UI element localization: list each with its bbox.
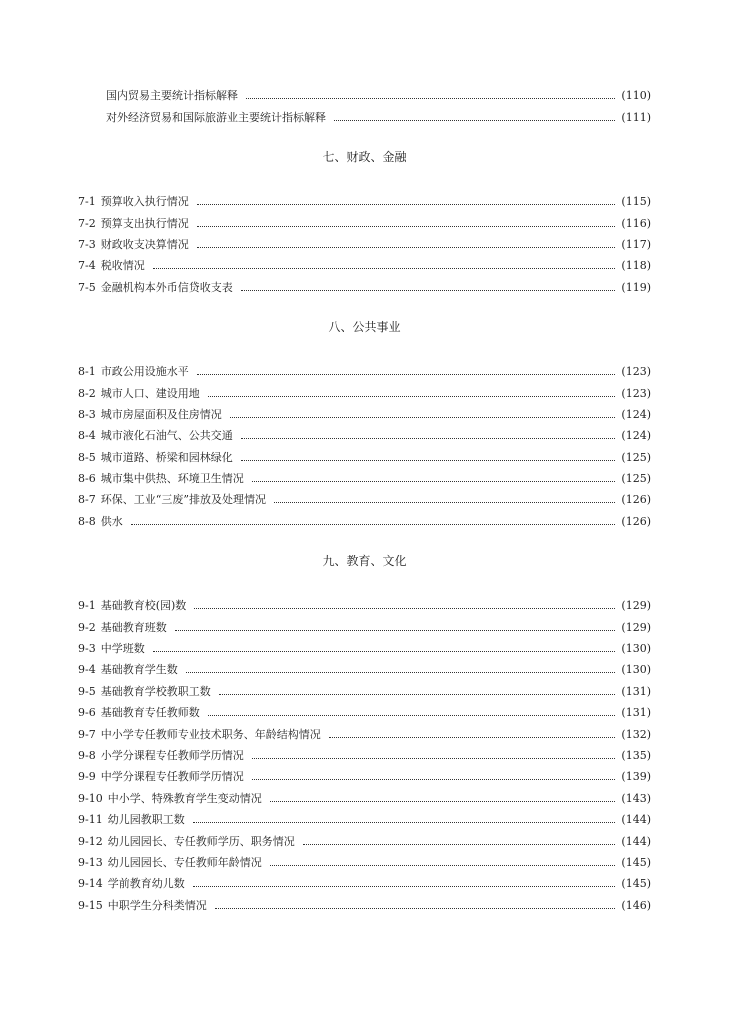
entry-title: 小学分课程专任教师学历情况 [100,748,244,762]
entry-title: 城市人口、建设用地 [100,386,200,400]
dot-leader [153,268,616,269]
entry-number: 9-13 [78,855,103,869]
entry-number: 7-3 [78,237,96,251]
entry-page: (124) [621,429,651,443]
dot-leader [252,779,616,780]
entry-number: 8-1 [78,365,96,379]
entry-page: (117) [621,237,651,251]
toc-entry[interactable] [78,188,651,209]
dot-leader [194,608,615,609]
entry-page: (135) [621,748,651,762]
entry-page: (126) [621,493,651,507]
toc-entry[interactable] [78,849,651,870]
entry-page: (130) [621,663,651,677]
entry-title: 预算收入执行情况 [100,195,189,209]
entry-title: 中学分课程专任教师学历情况 [100,770,244,784]
entry-page: (116) [621,216,651,230]
toc-entry[interactable] [78,252,651,273]
toc-entry[interactable] [78,656,651,677]
dot-leader [270,801,616,802]
entry-number: 8-4 [78,429,96,443]
entry-title: 城市道路、桥梁和园林绿化 [100,450,233,464]
entry-page: (123) [621,365,651,379]
dot-leader [186,672,616,673]
dot-leader [274,502,615,503]
dot-leader [197,204,616,205]
entry-page: (131) [621,706,651,720]
entry-title: 幼儿园园长、专任教师学历、职务情况 [107,834,295,848]
entry-number: 9-7 [78,727,96,741]
entry-number: 9-15 [78,898,103,912]
entry-number: 9-14 [78,877,103,891]
dot-leader [252,481,616,482]
entry-page: (130) [621,642,651,656]
entry-page: (145) [621,855,651,869]
entry-title: 中小学专任教师专业技术职务、年龄结构情况 [100,727,321,741]
entry-page: (129) [621,620,651,634]
dot-leader [197,226,616,227]
entry-number: 7-5 [78,280,96,294]
entry-title: 城市液化石油气、公共交通 [100,429,233,443]
toc-entry[interactable] [78,784,651,805]
entry-number: 9-10 [78,791,103,805]
entry-title: 学前教育幼儿数 [107,877,185,891]
dot-leader [193,822,616,823]
dot-leader [241,460,616,461]
toc-entry[interactable] [78,870,651,891]
entry-number: 8-5 [78,450,96,464]
entry-page: (118) [621,259,651,273]
toc-entry[interactable] [78,763,651,784]
dot-leader [303,844,616,845]
toc-entry[interactable] [78,891,651,912]
toc-entry[interactable] [78,379,651,400]
entry-page: (125) [621,472,651,486]
entry-title: 城市房屋面积及住房情况 [100,407,222,421]
dot-leader [197,374,616,375]
entry-number: 9-12 [78,834,103,848]
dot-leader [208,396,616,397]
entry-page: (131) [621,684,651,698]
section-heading: 七、财政、金融 [322,149,407,164]
entry-page: (132) [621,727,651,741]
entry-page: (126) [621,514,651,528]
entry-title: 预算支出执行情况 [100,216,189,230]
toc-entry[interactable] [78,82,651,103]
entry-title: 基础教育学生数 [100,663,178,677]
entry-title: 中学班数 [100,642,145,656]
dot-leader [193,886,616,887]
entry-title: 环保、工业“三废”排放及处理情况 [100,493,266,507]
entry-title: 中小学、特殊教育学生变动情况 [107,791,262,805]
entry-title: 幼儿园园长、专任教师年龄情况 [107,855,262,869]
toc-entry[interactable] [78,720,651,741]
dot-leader [208,715,616,716]
entry-number: 8-7 [78,493,96,507]
section-heading: 九、教育、文化 [322,553,407,568]
entry-title: 基础教育校(园)数 [100,599,187,613]
entry-number: 9-11 [78,813,103,827]
entry-title: 城市集中供热、环境卫生情况 [100,472,244,486]
entry-title: 基础教育班数 [100,620,167,634]
toc-entry[interactable] [78,209,651,230]
entry-number: 7-2 [78,216,96,230]
entry-page: (115) [621,195,651,209]
entry-title: 对外经济贸易和国际旅游业主要统计指标解释 [106,110,326,124]
entry-number: 8-6 [78,472,96,486]
toc-entry[interactable] [78,273,651,294]
toc-entry[interactable] [78,443,651,464]
entry-page: (124) [621,407,651,421]
dot-leader [153,651,616,652]
toc-entry[interactable] [78,231,651,252]
entry-page: (123) [621,386,651,400]
dot-leader [270,865,616,866]
entry-number: 8-3 [78,407,96,421]
toc-entry[interactable] [78,422,651,443]
entry-number: 7-4 [78,259,96,273]
toc-entry[interactable] [78,635,651,656]
dot-leader [215,908,616,909]
entry-page: (144) [621,834,651,848]
toc-entry[interactable] [78,742,651,763]
entry-page: (146) [621,898,651,912]
entry-page: (119) [621,280,651,294]
entry-number: 9-8 [78,748,96,762]
entry-title: 金融机构本外币信贷收支表 [100,280,233,294]
entry-number: 9-6 [78,706,96,720]
entry-page: (110) [621,89,651,103]
section-heading: 八、公共事业 [328,319,401,334]
toc-entry[interactable] [78,465,651,486]
table-of-contents [78,82,651,913]
entry-title: 基础教育专任教师数 [100,706,200,720]
dot-leader [246,98,615,99]
dot-leader [252,758,616,759]
toc-entry[interactable] [78,827,651,848]
entry-number: 8-8 [78,514,96,528]
dot-leader [175,630,616,631]
dot-leader [219,694,616,695]
entry-page: (143) [621,791,651,805]
entry-page: (145) [621,877,651,891]
dot-leader [334,120,615,121]
entry-page: (125) [621,450,651,464]
toc-entry[interactable] [78,507,651,528]
entry-title: 幼儿园教职工数 [107,813,185,827]
dot-leader [241,438,616,439]
toc-entry[interactable] [78,103,651,124]
toc-entry[interactable] [78,592,651,613]
entry-number: 9-2 [78,620,96,634]
entry-title: 市政公用设施水平 [100,365,189,379]
entry-page: (144) [621,813,651,827]
entry-page: (139) [621,770,651,784]
entry-title: 国内贸易主要统计指标解释 [106,89,238,103]
toc-entry[interactable] [78,486,651,507]
toc-entry[interactable] [78,358,651,379]
toc-entry[interactable] [78,613,651,634]
entry-number: 9-1 [78,599,96,613]
dot-leader [241,290,616,291]
dot-leader [131,524,616,525]
entry-title: 税收情况 [100,259,145,273]
entry-number: 9-5 [78,684,96,698]
entry-number: 7-1 [78,195,96,209]
dot-leader [230,417,616,418]
toc-entry[interactable] [78,699,651,720]
entry-title: 基础教育学校教职工数 [100,684,211,698]
entry-title: 财政收支决算情况 [100,237,189,251]
entry-title: 供水 [100,514,123,528]
dot-leader [329,737,616,738]
entry-number: 9-9 [78,770,96,784]
entry-number: 9-3 [78,642,96,656]
entry-number: 9-4 [78,663,96,677]
toc-entry[interactable] [78,401,651,422]
entry-page: (129) [621,599,651,613]
entry-page: (111) [621,110,651,124]
dot-leader [197,247,616,248]
toc-entry[interactable] [78,806,651,827]
toc-entry[interactable] [78,677,651,698]
entry-number: 8-2 [78,386,96,400]
entry-title: 中职学生分科类情况 [107,898,207,912]
